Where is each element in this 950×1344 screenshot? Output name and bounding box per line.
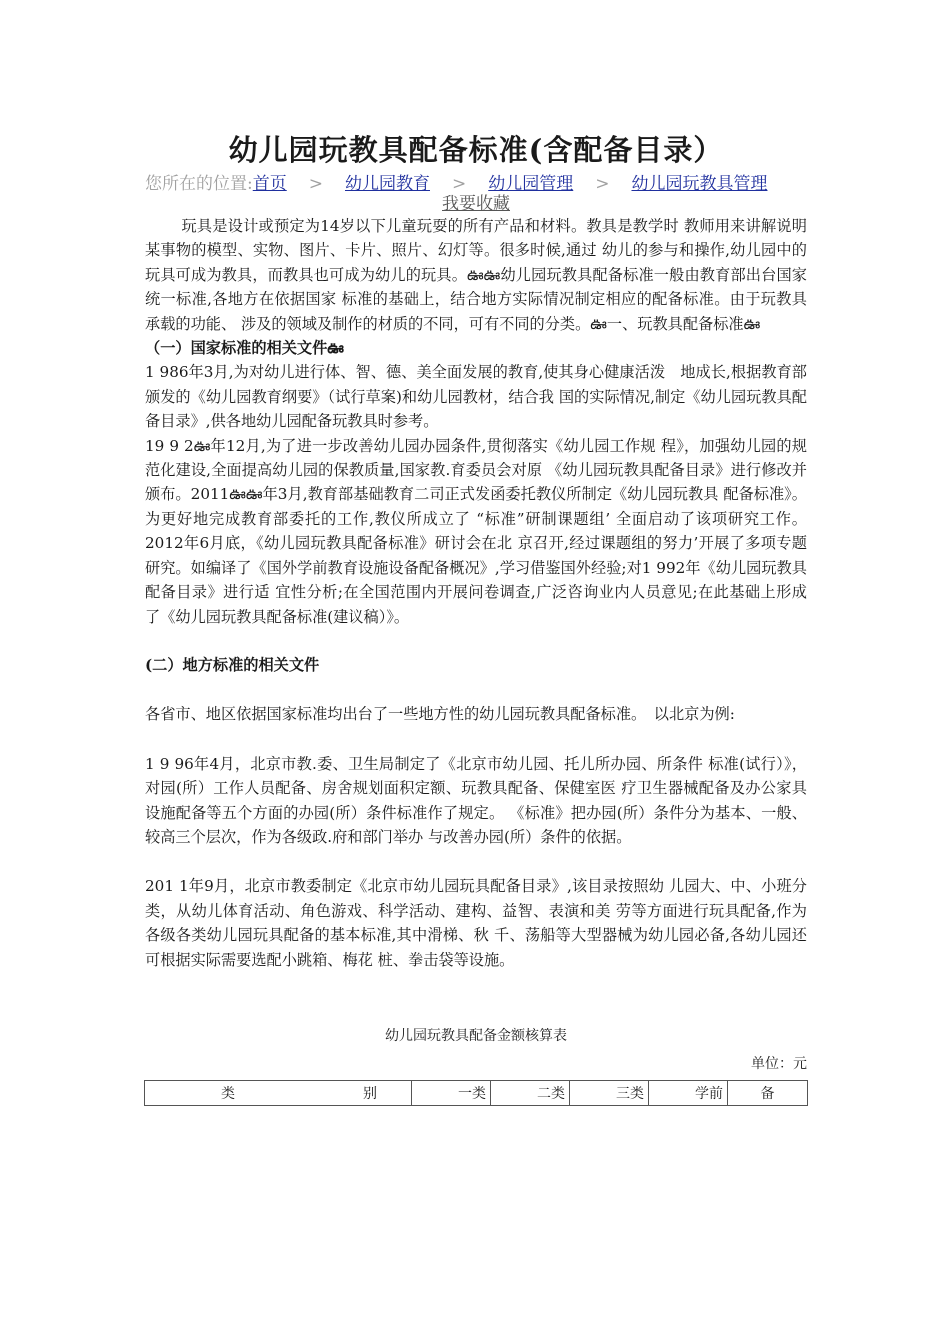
table-header-class1: 一类 [412,1080,491,1105]
page-title: 幼儿园玩教具配备标准(含配备目录） [228,133,724,167]
header-category-left: 类 [221,1085,235,1102]
table-header-remark: 备 [728,1080,808,1105]
table-header-class2: 二类 [491,1080,570,1105]
section-heading-national: （一）国家标准的相关文件ఊ [145,339,344,358]
table-header-preschool: 学前 [649,1080,728,1105]
favorite-row [145,194,807,214]
paragraph-1986: 1 986年3月,为对幼儿进行体、智、德、美全面发展的教育,使其身心健康活泼 地成长,根据教育部颁发的《幼儿园教育纲要》（试行草案)和幼儿园教材，结合我 国的实际情况,制定《幼儿园玩教具配备目录》,供各地幼儿园配备玩教具时参考。 [145,363,807,431]
table-header-row [145,1080,808,1105]
breadcrumb-link-kindergarten-management[interactable]: 幼儿园管理 [488,174,574,194]
header-category-right: 别 [363,1085,377,1102]
intro-paragraph: 玩具是设计或预定为14岁以下儿童玩耍的所有产品和材料。教具是教学时 教师用来讲解说明某事物的模型、实物、图片、卡片、照片、幻灯等。很多时候,通过 幼儿的参与和操作,幼儿园中的玩具可成为教具，而教具也可成为幼儿的玩具。ఊఊ幼儿园玩教具配备标准一般由教育部出台国家统一标准,各地方在依据国家 标准的基础上，结合地方实际情况制定相应的配备标准。由于玩教具承载的功能、 涉及的领域及制作的材质的不同，可有不同的分类。ఊ一、玩教具配备标准ఊ [145,217,807,333]
paragraph-1992: 19 9 2ఊ年12月,为了进一步改善幼儿园办园条件,贯彻落实《幼儿园工作规 程》，加强幼儿园的规范化建设,全面提高幼儿园的保教质量,国家教.育委员会对原 《幼儿园玩教具配备目录》进行修改并颁布。2011ఊఊ年3月,教育部基础教育二司正式发函委托教仪所制定《幼儿园玩教具 配备标准》。为更好地完成教育部委托的工作,教仪所成立了 “标准”研制课题组’ 全面启动了该项研究工作。2012年6月底，《幼儿园玩教具配备标准》研讨会在北 京召开,经过课题组的努力’开展了多项专题研究。如编译了《国外学前教育设施设备配备概况》,学习借鉴国外经验;对1 992年《幼儿园玩教具配备目录》进行适 宜性分析;在全国范围内开展问卷调查,广泛咨询业内人员意见;在此基础上形成 了《幼儿园玩教具配备标准(建议稿）》。 [145,436,823,626]
breadcrumb-link-toy-management[interactable]: 幼儿园玩教具管理 [631,174,768,194]
table-unit: 单位：元 [751,1055,807,1072]
breadcrumb-separator: > [595,174,610,194]
paragraph-1996: 1 9 96年4月，北京市教.委、卫生局制定了《北京市幼儿园、托儿所办园、所条件 标准(试行）》，对园(所）工作人员配备、房舍规划面积定额、玩教具配备、保健室医 疗卫生器械配备及办公家具设施配备等五个方面的办园(所）条件标准作了规定。 《标准》把办园(所）条件分为基本、一般、较高三个层次，作为各级政.府和部门举办 与改善办园(所）条件的依据。 [145,754,807,846]
breadcrumb-separator: > [308,174,323,194]
document-page [145,128,823,1106]
breadcrumb-link-kindergarten-education[interactable]: 幼儿园教育 [344,174,430,194]
breadcrumb-link-home[interactable]: 首页 [252,174,287,194]
breadcrumb-prefix: 您所在的位置: [145,174,253,194]
add-favorite-link[interactable]: 我要收藏 [442,194,510,214]
budget-table [144,1080,808,1106]
breadcrumb [145,172,807,196]
paragraph-2011: 201 1年9月，北京市教委制定《北京市幼儿园玩具配备目录》,该目录按照幼 儿园大、中、小班分类，从幼儿体育活动、角色游戏、科学活动、建构、益智、表演和美 劳等方面进行玩具配备,作为各级各类幼儿园玩具配备的基本标准,其中滑梯、秋 千、荡船等大型器械为幼儿园必备,各幼儿园还可根据实际需要选配小跳箱、梅花 桩、拳击袋等设施。 [145,877,807,969]
table-title: 幼儿园玩教具配备金额核算表 [385,1027,567,1044]
breadcrumb-separator: > [451,174,467,194]
paragraph-local-intro: 各省市、地区依据国家标准均出台了一些地方性的幼儿园玩教具配备标准。 以北京为例: [145,705,735,724]
section-heading-local: (二）地方标准的相关文件 [145,655,320,674]
table-header-category [145,1080,412,1105]
table-header-class3: 三类 [570,1080,649,1105]
